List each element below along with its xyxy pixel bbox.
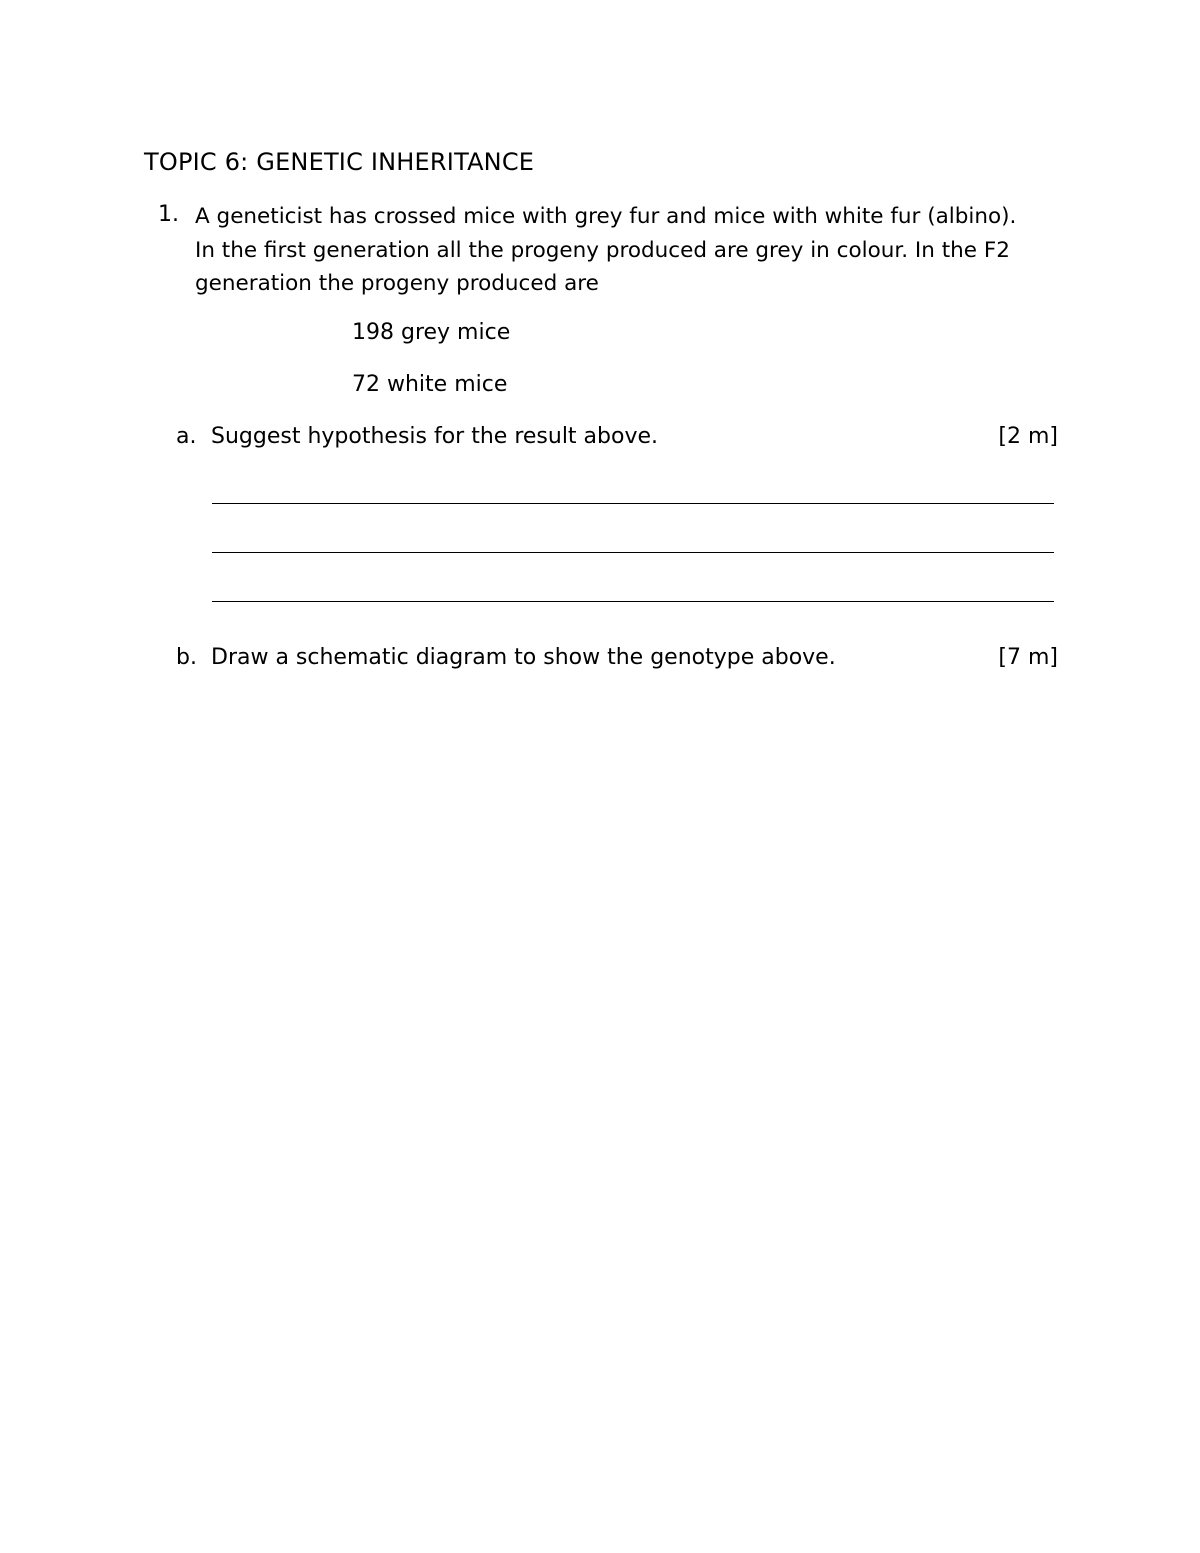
answer-line-2[interactable] (212, 552, 1054, 553)
question-stem-line-2: In the first generation all the progeny produced are grey in colour. In the F2 (195, 237, 1010, 263)
topic-title: TOPIC 6: GENETIC INHERITANCE (144, 148, 535, 176)
question-number: 1. (158, 202, 179, 227)
question-stem-line-1: A geneticist has crossed mice with grey fur and mice with white fur (albino). (195, 204, 1017, 229)
result-grey-mice: 198 grey mice (352, 320, 511, 345)
part-a-marks: [2 m] (998, 424, 1058, 449)
part-a-prompt: Suggest hypothesis for the result above. (211, 424, 659, 449)
answer-line-1[interactable] (212, 503, 1054, 504)
answer-line-3[interactable] (212, 601, 1054, 602)
result-white-mice: 72 white mice (352, 372, 508, 397)
question-stem (195, 200, 1065, 301)
part-b-letter: b. (176, 645, 197, 670)
question-stem-line-3: generation the progeny produced are (195, 271, 599, 296)
part-b-prompt: Draw a schematic diagram to show the genotype above. (211, 645, 836, 670)
part-a-letter: a. (176, 424, 197, 449)
part-b-marks: [7 m] (998, 645, 1058, 670)
